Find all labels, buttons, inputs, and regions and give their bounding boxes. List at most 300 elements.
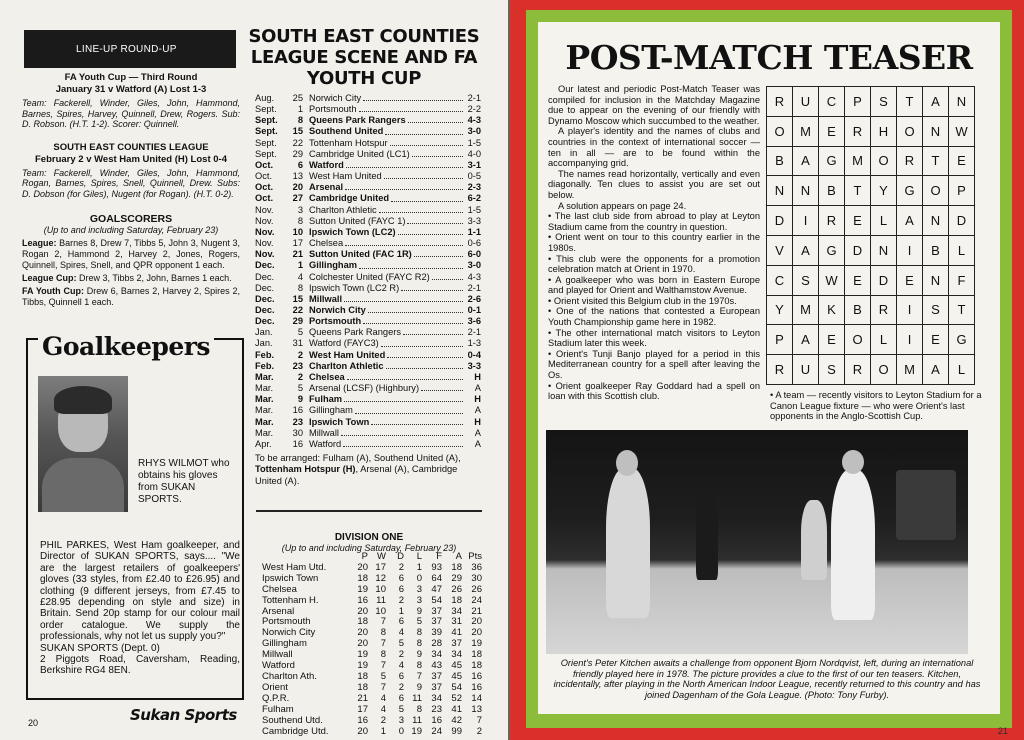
- clue-item: • Orient visited this Belgium club in the 1970s.: [548, 295, 737, 306]
- league-stat: 37: [431, 616, 442, 628]
- grid-cell: R: [845, 355, 871, 385]
- league-team: Southend Utd.: [262, 714, 323, 726]
- league-stat: 10: [375, 605, 386, 617]
- league-stat: 6: [398, 670, 404, 682]
- fixture-day: 3: [297, 204, 303, 215]
- grid-cell: N: [871, 236, 897, 266]
- fixture-result: A: [474, 438, 481, 449]
- fixture-opponent: Sutton United (FAC 1R): [309, 249, 412, 260]
- fixture-row: [255, 350, 481, 361]
- league-stat: 18: [471, 649, 482, 661]
- fixture-result: 0-4: [467, 349, 481, 360]
- page-number-right: 21: [998, 726, 1009, 736]
- grid-cell: O: [871, 355, 897, 385]
- grid-cell: S: [923, 296, 949, 326]
- league-stat: 8: [380, 649, 386, 661]
- fixture-opponent: West Ham United: [309, 349, 386, 360]
- grid-cell: A: [793, 236, 819, 266]
- league-stat: 21: [471, 605, 482, 617]
- fixture-result: 2-1: [467, 282, 481, 293]
- grid-cell: G: [897, 176, 923, 206]
- fixture-row: [255, 171, 481, 182]
- grid-cell: E: [949, 147, 975, 177]
- grid-clue: • A team — recently visitors to Leyton Stadium for a Canon League fixture — who were Orient's last opponents in the Anglo-Scottish Cup.: [770, 390, 982, 422]
- grid-cell: D: [845, 236, 871, 266]
- fixture-day: 6: [297, 159, 303, 170]
- league-stat: 18: [451, 561, 462, 573]
- fixture-result: 3-1: [467, 159, 481, 170]
- fixture-leader-dots: [408, 115, 463, 123]
- league-stat: 37: [431, 605, 442, 617]
- fixture-leader-dots: [363, 316, 463, 324]
- fixture-month: Mar.: [255, 383, 274, 394]
- fixture-month: Dec.: [255, 293, 275, 304]
- fixture-leader-dots: [398, 227, 463, 235]
- clue-item: • A goalkeeper who was born in Eastern Europe and played for Orient and Walthamstow Avenue.: [548, 274, 760, 296]
- fixture-day: 31: [292, 338, 303, 349]
- grid-cell: L: [949, 355, 975, 385]
- fixture-day: 21: [292, 249, 303, 260]
- league-team: Norwich City: [262, 627, 316, 639]
- fixture-result: 2-6: [467, 293, 481, 304]
- league-stat: 20: [357, 627, 368, 639]
- league-stat: 20: [471, 616, 482, 628]
- grid-cell: R: [767, 355, 793, 385]
- league-stat: 19: [357, 649, 368, 661]
- fixture-result: 2-2: [467, 104, 481, 115]
- league-stat: A: [455, 551, 462, 562]
- league-stat: 37: [431, 681, 442, 693]
- league-stat: 6: [398, 616, 404, 628]
- league-stat: 8: [416, 638, 422, 650]
- fixture-month: Mar.: [255, 405, 274, 416]
- fixture-day: 16: [292, 405, 303, 416]
- fixture-opponent: Ipswich Town (LC2): [309, 226, 396, 237]
- fixture-month: Nov.: [255, 204, 274, 215]
- league-stat: 23: [431, 703, 442, 715]
- league-row: [262, 727, 484, 738]
- league-stat: 5: [398, 703, 404, 715]
- league-stat: 18: [357, 616, 368, 628]
- league-stat: 20: [471, 627, 482, 639]
- league-row: [262, 705, 484, 716]
- fixture-result: H: [474, 394, 481, 405]
- league-stat: 1: [380, 725, 386, 737]
- fixture-opponent: Portsmouth: [309, 104, 357, 115]
- fixture-leader-dots: [403, 327, 463, 335]
- grid-cell: O: [923, 176, 949, 206]
- fixture-month: Sept.: [255, 126, 278, 137]
- league-stat: 17: [357, 703, 368, 715]
- fixture-result: 1-3: [467, 338, 481, 349]
- league-stat: 41: [451, 627, 462, 639]
- grid-cell: N: [923, 266, 949, 296]
- league-stat: 13: [471, 703, 482, 715]
- fa-cup-team: Team: Fackerell, Winder, Giles, John, Hammond, Barnes, Spires, Harvey, Quinnell, Drew, Rogers. Sub: D. Robson. (H.T. 1-2). Scorer: Quinnell.: [22, 98, 240, 129]
- intro-paragraph: A player's identity and the names of clubs and countries in the context of international soccer — ten in all — are to be found within the accompanying grid.: [548, 126, 760, 169]
- grid-cell: R: [845, 117, 871, 147]
- league-stat: 7: [416, 670, 422, 682]
- league-stat: 45: [451, 660, 462, 672]
- scorers-cup-text: Drew 3, Tibbs 2, John, Barnes 1 each.: [76, 273, 232, 283]
- fixture-row: [255, 93, 481, 104]
- league-stat: 5: [380, 670, 386, 682]
- grid-cell: V: [767, 236, 793, 266]
- fixture-row: [255, 305, 481, 316]
- grid-cell: D: [871, 266, 897, 296]
- league-row: [262, 716, 484, 727]
- grid-cell: R: [871, 296, 897, 326]
- grid-cell: P: [767, 325, 793, 355]
- league-stat: 36: [471, 561, 482, 573]
- league-stat: 7: [380, 638, 386, 650]
- league-stat: 0: [398, 725, 404, 737]
- grid-cell: E: [845, 266, 871, 296]
- fixture-opponent: Watford: [309, 438, 342, 449]
- fixture-row: [255, 405, 481, 416]
- league-stat: 3: [416, 583, 422, 595]
- grid-cell: L: [871, 206, 897, 236]
- fixture-result: A: [474, 405, 481, 416]
- lineup-banner: LINE-UP ROUND-UP: [24, 30, 236, 68]
- fixture-month: Jan.: [255, 327, 273, 338]
- divider-rule: [256, 510, 482, 512]
- grid-cell: O: [871, 147, 897, 177]
- fixture-opponent: Southend United: [309, 126, 384, 137]
- grid-cell: A: [923, 87, 949, 117]
- fixture-leader-dots: [390, 138, 463, 146]
- fixture-day: 17: [292, 238, 303, 249]
- league-team: Fulham: [262, 703, 294, 715]
- league-stat: 7: [476, 714, 482, 726]
- fixture-row: [255, 182, 481, 193]
- fixture-opponent: Norwich City: [309, 304, 366, 315]
- fixture-month: Sept.: [255, 115, 278, 126]
- fixture-row: [255, 138, 481, 149]
- grid-cell: H: [871, 117, 897, 147]
- grid-cell: T: [845, 176, 871, 206]
- fixture-opponent: Tottenham Hotspur: [309, 137, 388, 148]
- league-team: Gillingham: [262, 638, 307, 650]
- fixture-leader-dots: [368, 305, 463, 313]
- fixture-day: 8: [297, 215, 303, 226]
- fixture-result: 0-5: [467, 171, 481, 182]
- fixture-month: Sept.: [255, 137, 277, 148]
- league-team: Watford: [262, 660, 295, 672]
- fa-cup-match: January 31 v Watford (A) Lost 1-3: [55, 84, 207, 95]
- clue-item: • The other international match visitors to Leyton Stadium later this week.: [548, 327, 760, 349]
- grid-cell: M: [845, 147, 871, 177]
- league-stat: 26: [451, 583, 462, 595]
- league-stat: 19: [357, 583, 368, 595]
- fixture-row: [255, 216, 481, 227]
- grid-cell: D: [949, 206, 975, 236]
- grid-cell: C: [767, 266, 793, 296]
- fixture-row: [255, 283, 481, 294]
- to-be-arranged: [255, 453, 483, 487]
- fixture-row: [255, 439, 481, 450]
- fixture-row: [255, 316, 481, 327]
- league-stat: 4: [398, 660, 404, 672]
- fixture-day: 22: [292, 304, 303, 315]
- league-row: [262, 585, 484, 596]
- fixture-month: Feb.: [255, 349, 275, 360]
- fixture-opponent: Colchester United (FAYC R2): [309, 271, 430, 282]
- league-team: Chelsea: [262, 583, 297, 595]
- league-stat: 6: [398, 692, 404, 704]
- fixture-opponent: Watford (FAYC3): [309, 338, 379, 349]
- league-stat: 20: [357, 605, 368, 617]
- grid-cell: B: [923, 236, 949, 266]
- fixture-opponent: West Ham United: [309, 171, 382, 182]
- fixture-result: 2-3: [467, 182, 481, 193]
- fixture-result: 1-5: [467, 204, 481, 215]
- fixture-result: 3-0: [467, 126, 481, 137]
- league-stat: 20: [357, 638, 368, 650]
- league-stat: 2: [476, 725, 482, 737]
- fixture-day: 5: [297, 383, 303, 394]
- fixture-row: [255, 238, 481, 249]
- grid-cell: W: [819, 266, 845, 296]
- league-stat: 9: [416, 649, 422, 661]
- league-stat: 6: [398, 583, 404, 595]
- league-stat: 12: [375, 572, 386, 584]
- goalkeepers-title: Goalkeepers: [38, 332, 214, 361]
- league-stat: 24: [431, 725, 442, 737]
- fixture-opponent: Norwich City: [309, 93, 362, 103]
- fixture-opponent: Fulham: [309, 394, 343, 405]
- league-stat: 18: [451, 594, 462, 606]
- fixture-day: 29: [292, 316, 303, 327]
- fixture-day: 23: [292, 360, 303, 371]
- league-stat: D: [397, 551, 404, 562]
- advert-address-1: SUKAN SPORTS (Dept. 0): [40, 642, 160, 654]
- fixture-day: 1: [297, 260, 303, 271]
- league-stat: 43: [431, 660, 442, 672]
- league-stat: W: [377, 551, 386, 562]
- league-team: Ipswich Town: [262, 572, 319, 584]
- goalscorers-title: GOALSCORERS: [89, 213, 173, 225]
- fixture-leader-dots: [421, 383, 463, 391]
- fixture-opponent: Cambridge United: [309, 193, 390, 204]
- league-stat: 11: [376, 594, 386, 606]
- fixture-result: A: [474, 427, 481, 438]
- league-stat: 9: [416, 605, 422, 617]
- photo-caption: Orient's Peter Kitchen awaits a challenge from opponent Bjorn Nordqvist, left, during an international friendly played here in 1978. The picture provides a clue to the first of our ten teasers. Kitchen, incidentally, after playing in the North American Indoor League, recently returned to this country and has joined Dagenham of the Gola League. (Photo: Tony Furby).: [553, 658, 981, 700]
- grid-cell: B: [819, 176, 845, 206]
- league-stat: 41: [451, 703, 462, 715]
- league-stat: 17: [375, 561, 386, 573]
- fixture-leader-dots: [386, 361, 463, 369]
- fixture-opponent: Queens Park Rangers: [309, 327, 401, 338]
- grid-cell: S: [793, 266, 819, 296]
- fixture-row: [255, 394, 481, 405]
- league-stat: 11: [412, 692, 422, 704]
- grid-cell: E: [923, 325, 949, 355]
- league-table: [262, 552, 484, 737]
- league-stat: 19: [411, 725, 422, 737]
- league-stat: 8: [416, 627, 422, 639]
- league-stat: 7: [380, 681, 386, 693]
- division-title: DIVISION ONE: [334, 532, 404, 543]
- league-stat: 34: [431, 649, 442, 661]
- grid-cell: M: [897, 355, 923, 385]
- grid-cell: A: [793, 147, 819, 177]
- scorers-league-text: Barnes 8, Drew 7, Tibbs 5, John 3, Nugent 3, Rogan 2, Hammond 2, Harvey 2, Jones, Rogers, Quinnell, Spires, Snell, and QPR opponent 1 each.: [22, 238, 240, 270]
- goalkeepers-advert: [26, 332, 244, 700]
- fixture-row: [255, 428, 481, 439]
- intro-paragraph: A solution appears on page 24.: [558, 200, 687, 211]
- scorers-fa-text: Drew 6, Barnes 2, Harvey 2, Spires 2, Tibbs, Quinnell 1 each.: [22, 286, 241, 307]
- grid-cell: E: [819, 117, 845, 147]
- fixture-row: [255, 327, 481, 338]
- grid-cell: I: [897, 236, 923, 266]
- league-stat: 14: [471, 692, 482, 704]
- grid-cell: N: [923, 117, 949, 147]
- grid-cell: M: [793, 117, 819, 147]
- fixture-result: H: [474, 416, 481, 427]
- fixture-leader-dots: [346, 160, 463, 168]
- fixture-result: H: [474, 371, 481, 382]
- league-stat: 7: [380, 660, 386, 672]
- fixture-month: Oct.: [255, 159, 274, 170]
- arranged-text-1: To be arranged: Fulham (A), Southend United (A),: [255, 453, 461, 463]
- clue-item: • One of the nations that contested a European Youth Championship game here in 1982.: [548, 306, 760, 328]
- league-stat: 2: [398, 649, 404, 661]
- fixture-month: Mar.: [255, 394, 274, 405]
- league-stat: Pts: [468, 551, 482, 562]
- fixture-month: Sept.: [255, 104, 277, 115]
- league-stat: 24: [471, 594, 482, 606]
- league-stat: 2: [398, 681, 404, 693]
- scorers-league-cup: [22, 273, 240, 284]
- fixture-day: 20: [292, 182, 303, 193]
- left-page: [0, 0, 508, 740]
- league-stat: 4: [380, 692, 386, 704]
- fixture-month: Apr.: [255, 438, 272, 449]
- fixture-row: [255, 417, 481, 428]
- fixture-month: Aug.: [255, 93, 275, 103]
- fixture-opponent: Ipswich Town: [309, 416, 370, 427]
- fixture-day: 2: [297, 349, 303, 360]
- league-stat: P: [361, 551, 368, 562]
- league-stat: 18: [357, 681, 368, 693]
- fixture-month: Mar.: [255, 371, 274, 382]
- league-stat: 16: [357, 714, 368, 726]
- league-stat: 2: [380, 714, 386, 726]
- advert-body: PHIL PARKES, West Ham goalkeeper, and Director of SUKAN SPORTS, says.... "We are the largest retailers of goalkeepers' gloves (33 styles, from £2.40 to £26.95) and clothing (9 different jerseys, from £7.45 to £28.95 depending on style and size) in Britain. Send 20p stamp for our colour mail order catalogue. We supply the professionals, why not let us supply you?": [40, 540, 240, 643]
- clue-item: • Orient went on tour to this country earlier in the 1980s.: [548, 232, 760, 253]
- league-stat: 2: [398, 561, 404, 573]
- fixture-leader-dots: [341, 428, 463, 436]
- league-stat: 6: [398, 572, 404, 584]
- fixture-row: [255, 383, 481, 394]
- league-stat: 30: [471, 572, 482, 584]
- league-stat: F: [436, 551, 442, 562]
- league-stat: 3: [398, 714, 404, 726]
- fixture-month: Mar.: [255, 416, 274, 427]
- goalscorers-subtitle: (Up to and including Saturday, February 23): [43, 225, 219, 235]
- fixture-opponent: Cambridge United (LC1): [309, 148, 410, 159]
- word-grid: [766, 86, 975, 385]
- league-stat: 34: [451, 649, 462, 661]
- fixture-row: [255, 361, 481, 372]
- fixture-row: [255, 126, 481, 137]
- league-stat: 16: [471, 670, 482, 682]
- fixture-month: Nov.: [255, 226, 275, 237]
- league-stat: 26: [471, 583, 482, 595]
- grid-cell: K: [819, 296, 845, 326]
- league-stat: 18: [357, 670, 368, 682]
- fixture-month: Dec.: [255, 304, 275, 315]
- league-stat: 21: [357, 692, 368, 704]
- fixture-day: 25: [292, 93, 303, 103]
- fixture-row: [255, 205, 481, 216]
- league-stat: 9: [416, 681, 422, 693]
- league-team: Charlton Ath.: [262, 670, 317, 682]
- fixture-day: 5: [297, 327, 303, 338]
- fixture-result: 1-5: [467, 137, 481, 148]
- fixture-leader-dots: [343, 439, 463, 447]
- league-stat: 52: [451, 692, 462, 704]
- fixture-day: 1: [297, 104, 303, 115]
- fixture-leader-dots: [355, 405, 463, 413]
- teaser-panel: [538, 22, 1000, 714]
- grid-cell: M: [793, 296, 819, 326]
- fixture-day: 10: [292, 226, 303, 237]
- fixture-leader-dots: [344, 294, 463, 302]
- fixture-row: [255, 249, 481, 260]
- fixture-result: A: [474, 383, 481, 394]
- fixture-month: Nov.: [255, 215, 274, 226]
- league-stat: 18: [357, 572, 368, 584]
- league-stat: 54: [451, 681, 462, 693]
- league-stat: 99: [451, 725, 462, 737]
- fixture-month: Dec.: [255, 316, 275, 327]
- grid-cell: U: [793, 87, 819, 117]
- fixture-row: [255, 294, 481, 305]
- fixture-row: [255, 115, 481, 126]
- grid-cell: R: [819, 206, 845, 236]
- scorers-league-label: League:: [22, 238, 57, 248]
- league-row: [262, 596, 484, 607]
- fixture-month: Dec.: [255, 282, 275, 293]
- league-stat: 31: [451, 616, 462, 628]
- secl-match: February 2 v West Ham United (H) Lost 0-4: [35, 153, 227, 165]
- fixture-opponent: Portsmouth: [309, 316, 362, 327]
- fixture-leader-dots: [412, 149, 463, 157]
- fixture-result: 4-3: [467, 271, 481, 282]
- fixture-opponent: Sutton United (FAYC 1): [309, 215, 406, 226]
- division-subtitle: (Up to and including Saturday, February 23): [281, 543, 457, 553]
- league-stat: 4: [398, 627, 404, 639]
- league-team: Arsenal: [262, 605, 295, 617]
- fixture-month: Dec.: [255, 260, 275, 271]
- grid-cell: F: [949, 266, 975, 296]
- fixture-opponent: Charlton Athletic: [309, 204, 377, 215]
- fixture-month: Oct.: [255, 171, 273, 182]
- fixture-result: 1-1: [467, 226, 481, 237]
- grid-cell: S: [871, 87, 897, 117]
- scorers-league: [22, 238, 240, 271]
- fixture-day: 4: [297, 271, 303, 282]
- league-stat: 1: [398, 605, 404, 617]
- fixture-leader-dots: [407, 216, 463, 224]
- grid-cell: C: [819, 87, 845, 117]
- fixture-opponent: Arsenal (LCSF) (Highbury): [309, 383, 420, 394]
- intro-paragraph: Our latest and periodic Post-Match Teaser was compiled for inclusion in the Matchday Magazine due to appear on the evening of our friendly with Dynamo Moscow which succumbed to the weather.: [548, 84, 760, 126]
- fixture-month: Nov.: [255, 238, 274, 249]
